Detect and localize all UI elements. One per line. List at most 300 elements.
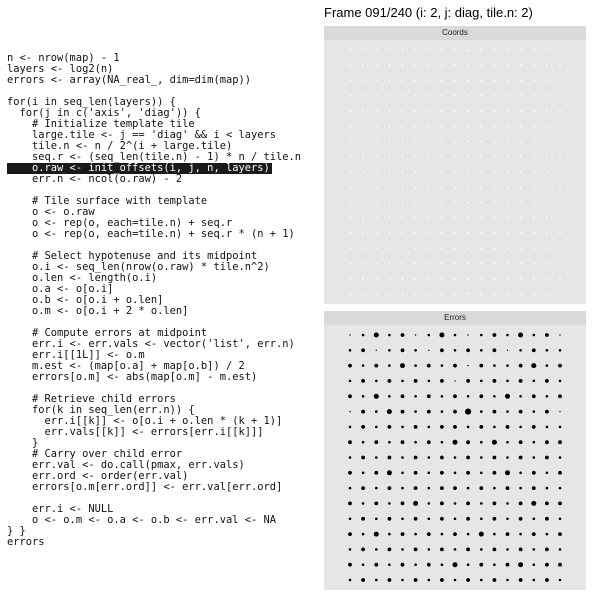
error-point xyxy=(479,563,483,567)
coord-point xyxy=(389,202,391,204)
coords-panel-title: Coords xyxy=(324,26,586,40)
coord-point xyxy=(546,247,548,249)
coord-point xyxy=(349,186,351,188)
error-point xyxy=(466,578,470,582)
error-point xyxy=(480,349,483,352)
error-point xyxy=(349,579,352,582)
code-line: # Tile surface with template xyxy=(7,195,208,207)
code-line: err.vals[[k]] <- errors[err.i[[k]]] xyxy=(7,426,264,438)
coord-point xyxy=(428,293,430,295)
coord-point xyxy=(480,95,482,97)
error-point xyxy=(414,563,417,566)
coord-point xyxy=(559,278,561,280)
coord-point xyxy=(362,49,364,51)
error-point xyxy=(361,486,365,490)
error-point xyxy=(546,364,549,367)
coord-point xyxy=(546,49,548,51)
coord-point xyxy=(533,80,535,82)
error-point xyxy=(558,440,562,444)
coord-point xyxy=(454,171,456,173)
coord-point xyxy=(494,49,496,51)
coord-point xyxy=(494,125,496,127)
coord-point xyxy=(415,141,417,143)
error-point xyxy=(375,487,378,490)
code-line: # Carry over child error xyxy=(7,448,183,460)
error-point xyxy=(533,548,536,551)
error-point xyxy=(427,440,431,444)
error-point xyxy=(545,333,549,337)
error-point xyxy=(427,410,431,414)
coord-point xyxy=(520,278,522,280)
error-point xyxy=(401,579,404,582)
error-point xyxy=(361,548,365,552)
error-point xyxy=(453,364,457,368)
coord-point xyxy=(507,110,509,112)
coord-point xyxy=(375,156,377,158)
coord-point xyxy=(415,171,417,173)
coord-point xyxy=(494,186,496,188)
coord-point xyxy=(507,247,509,249)
coord-point xyxy=(494,171,496,173)
error-point xyxy=(388,533,391,536)
coord-point xyxy=(362,125,364,127)
coord-point xyxy=(559,263,561,265)
coord-point xyxy=(441,217,443,219)
error-point xyxy=(414,349,417,352)
coord-point xyxy=(507,217,509,219)
error-point xyxy=(388,517,392,521)
error-point xyxy=(388,502,391,505)
error-point xyxy=(401,532,405,536)
error-point xyxy=(545,440,549,444)
code-line: for(j in c('axis', 'diag')) { xyxy=(7,107,201,119)
coord-point xyxy=(480,156,482,158)
coord-point xyxy=(533,95,535,97)
error-point xyxy=(401,440,405,444)
coord-point xyxy=(362,186,364,188)
error-point xyxy=(414,486,418,490)
error-point xyxy=(519,472,522,475)
error-point xyxy=(546,349,549,352)
error-point xyxy=(374,394,379,399)
coord-point xyxy=(546,141,548,143)
error-point xyxy=(545,456,549,460)
error-point xyxy=(506,380,509,383)
coord-point xyxy=(533,171,535,173)
error-point xyxy=(441,533,444,536)
coord-point xyxy=(520,217,522,219)
code-line: errors xyxy=(7,536,45,548)
coord-point xyxy=(389,141,391,143)
coord-point xyxy=(375,186,377,188)
error-point xyxy=(361,379,365,383)
code-line: n <- nrow(map) - 1 xyxy=(7,52,120,64)
error-point xyxy=(453,410,457,414)
error-point xyxy=(559,380,562,383)
error-point xyxy=(388,379,392,383)
coord-point xyxy=(441,156,443,158)
error-point xyxy=(374,532,379,537)
coord-point xyxy=(389,186,391,188)
coords-grid xyxy=(324,40,586,304)
coord-point xyxy=(349,49,351,51)
error-point xyxy=(400,363,405,368)
code-line: layers <- log2(n) xyxy=(7,63,114,75)
coord-point xyxy=(349,156,351,158)
error-point xyxy=(414,425,418,429)
error-point xyxy=(466,348,470,352)
coord-point xyxy=(428,171,430,173)
coord-point xyxy=(402,110,404,112)
error-point xyxy=(506,456,509,459)
error-point xyxy=(440,456,444,460)
coord-point xyxy=(415,64,417,66)
error-point xyxy=(519,426,522,429)
coord-point xyxy=(533,293,535,295)
coord-point xyxy=(389,156,391,158)
error-point xyxy=(466,471,470,475)
coord-point xyxy=(428,141,430,143)
coord-point xyxy=(559,217,561,219)
coord-point xyxy=(454,64,456,66)
coord-point xyxy=(415,278,417,280)
error-point xyxy=(493,410,497,414)
error-point xyxy=(439,333,444,338)
error-point xyxy=(559,456,562,459)
coord-point xyxy=(559,141,561,143)
error-point xyxy=(349,456,352,459)
error-point xyxy=(387,409,392,414)
coord-point xyxy=(402,49,404,51)
error-point xyxy=(558,563,562,567)
error-point xyxy=(493,379,497,383)
error-point xyxy=(532,486,536,490)
error-point xyxy=(454,472,457,475)
error-point xyxy=(374,333,379,338)
error-point xyxy=(388,425,392,429)
coord-point xyxy=(467,232,469,234)
coord-point xyxy=(428,125,430,127)
coord-point xyxy=(428,263,430,265)
error-point xyxy=(506,410,509,413)
error-point xyxy=(559,334,560,335)
coord-point xyxy=(454,247,456,249)
coord-point xyxy=(520,202,522,204)
coord-point xyxy=(428,64,430,66)
coord-point xyxy=(428,186,430,188)
error-point xyxy=(387,470,392,475)
coord-point xyxy=(533,141,535,143)
coord-point xyxy=(480,232,482,234)
error-point xyxy=(558,532,562,536)
coord-point xyxy=(389,232,391,234)
coord-point xyxy=(441,49,443,51)
coord-point xyxy=(467,156,469,158)
coord-point xyxy=(533,49,535,51)
coord-point xyxy=(375,247,377,249)
coord-point xyxy=(454,232,456,234)
error-point xyxy=(480,502,483,505)
coord-point xyxy=(362,217,364,219)
error-point xyxy=(533,380,536,383)
coord-point xyxy=(480,141,482,143)
coord-point xyxy=(454,278,456,280)
coord-point xyxy=(533,202,535,204)
error-point xyxy=(467,426,470,429)
code-line: o.len <- length(o.i) xyxy=(7,272,158,284)
error-point xyxy=(533,518,536,521)
error-point xyxy=(480,518,483,521)
error-point xyxy=(349,548,352,551)
error-point xyxy=(506,518,509,521)
coord-point xyxy=(494,95,496,97)
code-line: # Compute errors at midpoint xyxy=(7,327,208,339)
error-point xyxy=(414,471,418,475)
coord-point xyxy=(454,95,456,97)
coord-point xyxy=(415,217,417,219)
coord-point xyxy=(428,49,430,51)
coord-point xyxy=(480,278,482,280)
coord-point xyxy=(520,95,522,97)
error-point xyxy=(531,363,536,368)
error-point xyxy=(545,548,549,552)
coord-point xyxy=(441,263,443,265)
coord-point xyxy=(520,156,522,158)
error-point xyxy=(545,517,549,521)
coord-point xyxy=(559,186,561,188)
error-point xyxy=(506,486,510,490)
coord-point xyxy=(467,49,469,51)
coord-point xyxy=(454,186,456,188)
error-point xyxy=(361,410,365,414)
error-point xyxy=(453,562,458,567)
error-point xyxy=(348,364,352,368)
errors-panel-title: Errors xyxy=(324,311,586,325)
coord-point xyxy=(480,80,482,82)
error-point xyxy=(480,548,483,551)
coord-point xyxy=(415,186,417,188)
coord-point xyxy=(415,110,417,112)
error-point xyxy=(519,440,523,444)
coord-point xyxy=(415,202,417,204)
coord-point xyxy=(428,95,430,97)
coord-point xyxy=(467,95,469,97)
coord-point xyxy=(402,217,404,219)
error-point xyxy=(454,380,455,381)
error-point xyxy=(467,395,470,398)
coord-point xyxy=(533,217,535,219)
coord-point xyxy=(428,232,430,234)
coord-point xyxy=(454,141,456,143)
coord-point xyxy=(349,95,351,97)
code-line: err.i <- NULL xyxy=(7,503,114,515)
error-point xyxy=(375,380,378,383)
error-point xyxy=(559,349,562,352)
coord-point xyxy=(441,293,443,295)
coord-point xyxy=(375,217,377,219)
error-point xyxy=(519,578,523,582)
error-point xyxy=(374,502,378,506)
error-point xyxy=(362,502,365,505)
coord-point xyxy=(467,278,469,280)
error-point xyxy=(493,548,497,552)
coord-point xyxy=(454,217,456,219)
error-point xyxy=(493,395,496,398)
code-line: } } xyxy=(7,525,26,537)
error-point xyxy=(466,456,470,460)
error-point xyxy=(401,333,405,337)
error-point xyxy=(362,395,365,398)
code-line: o.b <- o[o.i + o.len] xyxy=(7,294,164,306)
error-point xyxy=(375,518,378,521)
error-point xyxy=(479,425,483,429)
code-line: # Retrieve child errors xyxy=(7,393,176,405)
error-point xyxy=(506,502,509,505)
code-line: err.val <- do.call(pmax, err.vals) xyxy=(7,459,245,471)
coord-point xyxy=(441,110,443,112)
coord-point xyxy=(559,125,561,127)
error-point xyxy=(428,518,431,521)
error-point xyxy=(348,563,352,567)
coord-point xyxy=(533,186,535,188)
coord-point xyxy=(467,125,469,127)
error-point xyxy=(518,562,523,567)
error-point xyxy=(428,579,431,582)
error-point xyxy=(375,410,378,413)
code-line: } xyxy=(7,437,39,449)
coord-point xyxy=(428,110,430,112)
coord-point xyxy=(402,202,404,204)
error-point xyxy=(479,532,484,537)
coord-point xyxy=(480,110,482,112)
error-point xyxy=(532,425,536,429)
error-point xyxy=(388,486,392,490)
error-point xyxy=(453,394,457,398)
error-point xyxy=(441,395,444,398)
error-point xyxy=(362,334,365,337)
error-point xyxy=(401,487,404,490)
coord-point xyxy=(494,232,496,234)
coord-point xyxy=(415,125,417,127)
error-point xyxy=(440,425,444,429)
error-point xyxy=(361,456,365,460)
coord-point xyxy=(349,125,351,127)
coord-point xyxy=(441,202,443,204)
error-point xyxy=(546,472,549,475)
error-point xyxy=(453,532,457,536)
coord-point xyxy=(362,156,364,158)
error-point xyxy=(427,563,431,567)
error-point xyxy=(479,394,483,398)
code-line: err.i[[1L]] <- o.m xyxy=(7,349,145,361)
error-point xyxy=(428,334,431,337)
coord-point xyxy=(441,141,443,143)
coord-point xyxy=(494,217,496,219)
error-point xyxy=(361,425,365,429)
error-point xyxy=(559,579,562,582)
coord-point xyxy=(546,278,548,280)
error-point xyxy=(518,333,523,338)
coord-point xyxy=(389,217,391,219)
coord-point xyxy=(520,232,522,234)
error-point xyxy=(519,395,522,398)
error-point xyxy=(493,578,497,582)
error-point xyxy=(388,456,392,460)
error-point xyxy=(428,548,431,551)
coord-point xyxy=(402,278,404,280)
coord-point xyxy=(402,186,404,188)
error-point xyxy=(493,502,497,506)
error-point xyxy=(440,486,444,490)
coord-point xyxy=(389,80,391,82)
coord-point xyxy=(428,202,430,204)
error-point xyxy=(559,426,562,429)
error-point xyxy=(414,410,417,413)
coord-point xyxy=(362,95,364,97)
error-point xyxy=(388,364,391,367)
coord-point xyxy=(349,202,351,204)
code-line: o <- rep(o, each=tile.n) + seq.r * (n + 1) xyxy=(7,228,295,240)
code-line: err.i <- err.vals <- vector('list', err.n) xyxy=(7,338,295,350)
coord-point xyxy=(362,171,364,173)
coord-point xyxy=(454,80,456,82)
coord-point xyxy=(441,232,443,234)
coord-point xyxy=(480,263,482,265)
error-point xyxy=(519,533,522,536)
error-point xyxy=(441,441,444,444)
error-point xyxy=(545,578,549,582)
error-point xyxy=(401,394,405,398)
coord-point xyxy=(362,293,364,295)
error-point xyxy=(414,441,417,444)
error-point xyxy=(493,487,496,490)
coord-point xyxy=(375,95,377,97)
code-line: large.tile <- j == 'diag' && i < layers xyxy=(7,129,276,141)
code-line: err.n <- ncol(o.raw) - 2 xyxy=(7,173,183,185)
coord-point xyxy=(362,232,364,234)
coord-point xyxy=(441,125,443,127)
coord-point xyxy=(454,110,456,112)
error-point xyxy=(428,472,431,475)
error-point xyxy=(348,471,352,475)
coord-point xyxy=(389,64,391,66)
error-point xyxy=(349,411,350,412)
error-point xyxy=(533,456,536,459)
coord-point xyxy=(520,171,522,173)
coord-point xyxy=(480,293,482,295)
error-point xyxy=(440,379,444,383)
coord-point xyxy=(507,293,509,295)
error-point xyxy=(374,440,378,444)
error-point xyxy=(492,440,497,445)
error-point xyxy=(413,501,418,506)
error-point xyxy=(401,380,404,383)
highlighted-code-line: o.raw <- init_offsets(i, j, n, layers) xyxy=(7,162,270,174)
error-point xyxy=(362,441,365,444)
error-point xyxy=(348,502,352,506)
error-point xyxy=(441,410,444,413)
error-point xyxy=(362,364,365,367)
error-point xyxy=(519,517,523,521)
code-line: tile.n <- n / 2^(i + large.tile) xyxy=(7,140,233,152)
coord-point xyxy=(520,80,522,82)
coord-point xyxy=(494,247,496,249)
coord-point xyxy=(467,80,469,82)
error-point xyxy=(466,379,470,383)
error-point xyxy=(401,426,404,429)
coord-point xyxy=(507,125,509,127)
error-point xyxy=(348,394,352,398)
